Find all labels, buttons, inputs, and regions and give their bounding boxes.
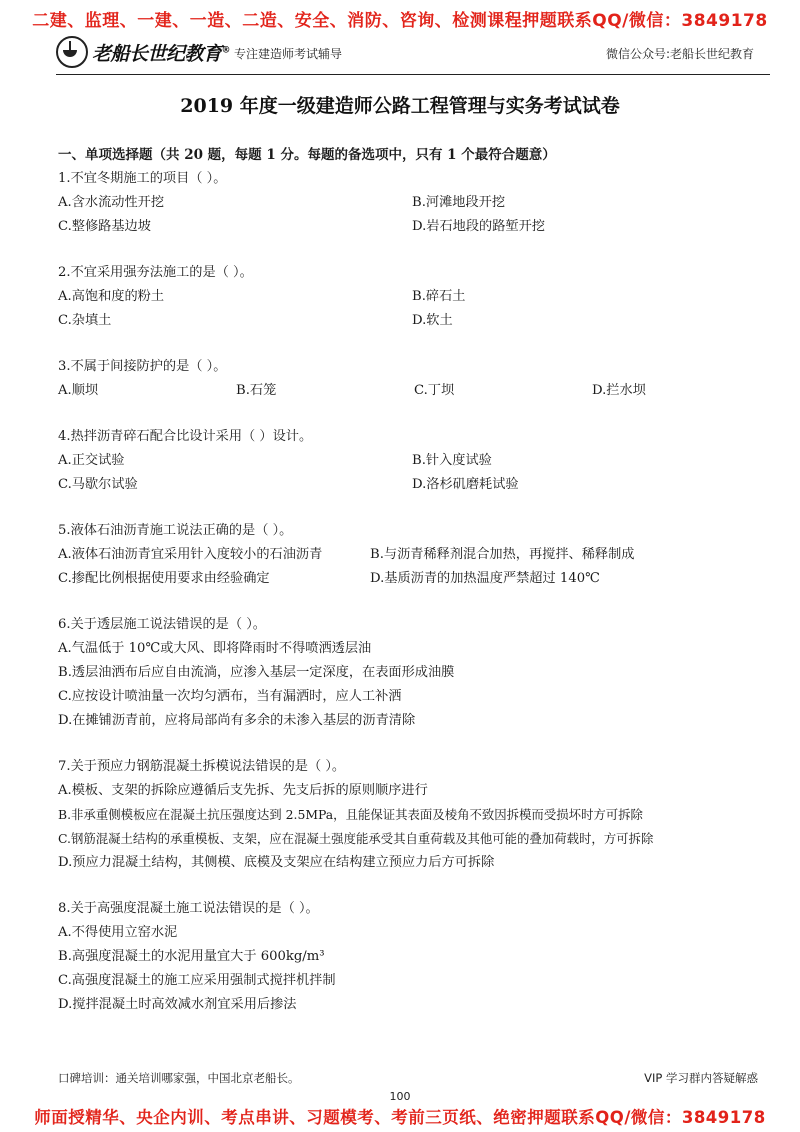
option-a: A.模板、支架的拆除应遵循后支先拆、先支后拆的原则顺序进行 [58,783,428,798]
question-1 [58,167,770,239]
top-promo-banner: 二建、监理、一建、一造、二造、安全、消防、咨询、检测课程押题联系QQ/微信：3849178 [32,11,768,31]
option-list [58,379,770,403]
option-list [58,285,770,333]
bottom-promo-banner: 师面授精华、央企内训、考点串讲、习题模考、考前三页纸、绝密押题联系QQ/微信：3849178 [34,1108,766,1127]
question-5 [58,519,770,591]
option-d: D.软土 [412,313,453,328]
option-a: A.不得使用立窑水泥 [58,925,178,940]
option-c: C.高强度混凝土的施工应采用强制式搅拌机拌制 [58,973,336,988]
header-divider [56,74,770,75]
option-c: C.马歇尔试验 [58,477,138,492]
ship-logo-icon [56,36,88,68]
header-wechat-account: 微信公众号:老船长世纪教育 [605,47,754,61]
question-stem: 4.热拌沥青碎石配合比设计采用（ ）设计。 [58,429,313,444]
question-stem: 6.关于透层施工说法错误的是（ ）。 [58,617,266,632]
exam-content [58,143,770,1039]
option-c: C.掺配比例根据使用要求由经验确定 [58,571,270,586]
brand-logo [56,36,230,68]
option-a: A.含水流动性开挖 [58,195,165,210]
logo-text: 老船长世纪教育® [92,42,231,65]
question-stem: 3.不属于间接防护的是（ ）。 [58,359,227,374]
option-b: B.针入度试验 [412,453,492,468]
page-number: 100 [389,1090,411,1103]
option-list [58,637,770,733]
question-stem: 7.关于预应力钢筋混凝土拆模说法错误的是（ ）。 [58,759,346,774]
option-b: B.石笼 [236,383,277,398]
option-a: A.液体石油沥青宜采用针入度较小的石油沥青 [58,547,323,562]
question-2 [58,261,770,333]
option-a: A.高饱和度的粉土 [58,289,165,304]
option-b: B.与沥青稀释剂混合加热，再搅拌、稀释制成 [370,547,635,562]
question-stem: 8.关于高强度混凝土施工说法错误的是（ ）。 [58,901,319,916]
footer-vip-note: VIP 学习群内答疑解惑 [644,1071,758,1085]
header-tagline: 专注建造师考试辅导 [234,47,343,61]
option-b: B.碎石土 [412,289,466,304]
option-c: C.应按设计喷油量一次均匀洒布，当有漏洒时，应人工补洒 [58,689,402,704]
option-b: B.高强度混凝土的水泥用量宜大于 600kg/m³ [58,949,325,964]
option-c: C.杂填土 [58,313,112,328]
option-d: D.拦水坝 [592,383,646,398]
option-d: D.基质沥青的加热温度严禁超过 140℃ [370,571,600,586]
option-list [58,543,770,591]
option-c: C.钢筋混凝土结构的承重模板、支架，应在混凝土强度能承受其自重荷载及其他可能的叠加荷载时，方可拆除 [58,831,654,846]
option-list [58,921,770,1017]
exam-title: 2019 年度一级建造师公路工程管理与实务考试试卷 [180,95,620,117]
section-heading: 一、单项选择题（共 20 题，每题 1 分。每题的备选项中，只有 1 个最符合题意） [58,147,556,163]
question-stem: 5.液体石油沥青施工说法正确的是（ ）。 [58,523,293,538]
option-d: D.洛杉矶磨耗试验 [412,477,519,492]
question-stem: 1.不宜冬期施工的项目（ ）。 [58,171,227,186]
option-d: D.岩石地段的路堑开挖 [412,219,545,234]
option-d: D.搅拌混凝土时高效减水剂宜采用后掺法 [58,997,297,1012]
option-a: A.顺坝 [58,383,99,398]
option-c: C.丁坝 [414,383,455,398]
option-b: B.透层油洒布后应自由流淌，应渗入基层一定深度，在表面形成油膜 [58,665,455,680]
question-6 [58,613,770,733]
question-7 [58,755,770,875]
question-stem: 2.不宜采用强夯法施工的是（ ）。 [58,265,253,280]
option-list [58,449,770,497]
page-header [56,36,770,74]
question-4 [58,425,770,497]
option-list [58,191,770,239]
option-d: D.预应力混凝土结构，其侧模、底模及支架应在结构建立预应力后方可拆除 [58,855,495,870]
footer-slogan: 口碑培训：通关培训哪家强，中国北京老船长。 [58,1071,300,1085]
question-3 [58,355,770,403]
option-a: A.气温低于 10℃或大风、即将降雨时不得喷洒透层油 [58,641,372,656]
option-list [58,779,770,875]
option-c: C.整修路基边坡 [58,219,151,234]
option-b: B.非承重侧模板应在混凝土抗压强度达到 2.5MPa，且能保证其表面及棱角不致因拆模而受损坏时方可拆除 [58,807,643,822]
option-b: B.河滩地段开挖 [412,195,506,210]
question-8 [58,897,770,1017]
option-d: D.在摊铺沥青前，应将局部尚有多余的未渗入基层的沥青清除 [58,713,416,728]
option-a: A.正交试验 [58,453,125,468]
